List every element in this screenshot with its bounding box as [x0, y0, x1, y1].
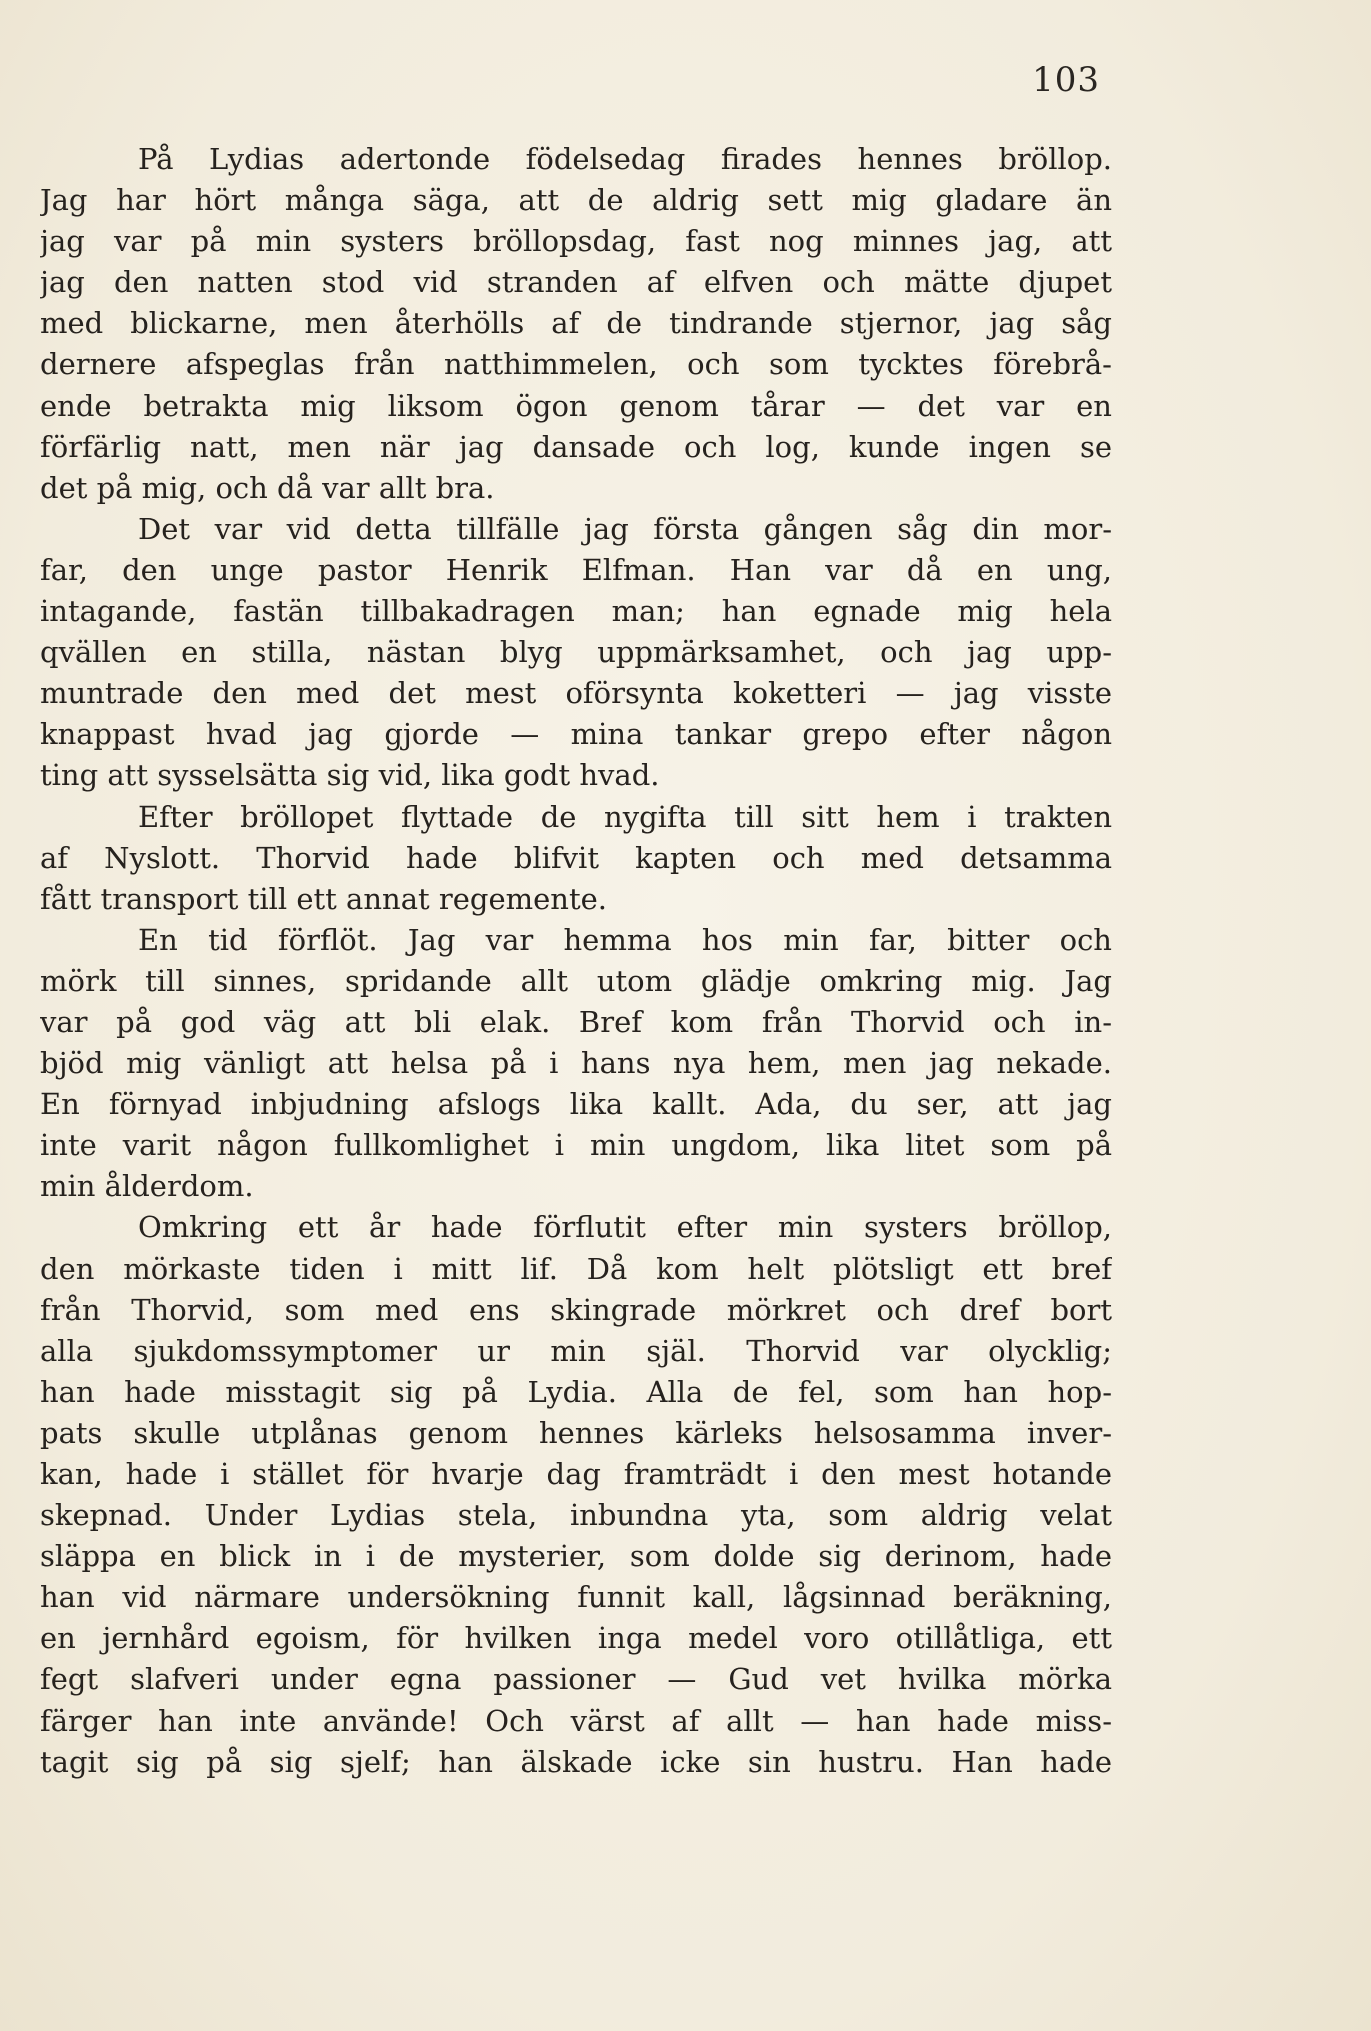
text-line: Omkring ett år hade förflutit efter min systers bröllop, [138, 1210, 1112, 1245]
text-line: inte varit någon fullkomlighet i min ungdom, lika litet som på [40, 1128, 1112, 1163]
text-line: mörk till sinnes, spridande allt utom glädje omkring mig. Jag [40, 963, 1112, 998]
text-line: intagande, fastän tillbakadragen man; han egnade mig hela [40, 594, 1112, 629]
text-line: af Nyslott. Thorvid hade blifvit kapten och med detsamma [40, 840, 1112, 875]
text-line: En tid förflöt. Jag var hemma hos min far, bitter och [138, 922, 1112, 957]
text-line: från Thorvid, som med ens skingrade mörkret och dref bort [40, 1292, 1112, 1327]
text-line: fått transport till ett annat regemente. [40, 881, 607, 916]
text-line: han vid närmare undersökning funnit kall, lågsinnad beräkning, [40, 1580, 1112, 1615]
text-line: ting att sysselsätta sig vid, lika godt hvad. [40, 758, 660, 793]
text-line: min ålderdom. [40, 1169, 254, 1204]
text-line: På Lydias adertonde födelsedag firades hennes bröllop. [138, 142, 1112, 176]
text-line: knappast hvad jag gjorde — mina tankar grepo efter någon [40, 717, 1112, 752]
text-line: den mörkaste tiden i mitt lif. Då kom helt plötsligt ett bref [40, 1251, 1112, 1286]
text-line: dernere afspeglas från natthimmelen, och som tycktes förebrå- [40, 347, 1112, 382]
body-text [40, 139, 1112, 1783]
text-line: alla sjukdomssymptomer ur min själ. Thorvid var olycklig; [40, 1333, 1112, 1368]
text-line: förfärlig natt, men när jag dansade och log, kunde ingen se [40, 429, 1112, 464]
text-line: en jernhård egoism, för hvilken inga medel voro otillåtliga, ett [40, 1621, 1112, 1656]
text-line: Efter bröllopet flyttade de nygifta till sitt hem i trakten [138, 799, 1112, 834]
text-line: han hade misstagit sig på Lydia. Alla de fel, som han hop- [40, 1374, 1112, 1409]
text-line: det på mig, och då var allt bra. [40, 470, 495, 505]
text-line: färger han inte använde! Och värst af allt — han hade miss- [40, 1703, 1112, 1738]
text-line: bjöd mig vänligt att helsa på i hans nya hem, men jag nekade. [40, 1046, 1112, 1081]
text-line: jag den natten stod vid stranden af elfven och mätte djupet [40, 265, 1112, 300]
text-line: En förnyad inbjudning afslogs lika kallt. Ada, du ser, att jag [40, 1087, 1112, 1122]
text-line: fegt slafveri under egna passioner — Gud vet hvilka mörka [40, 1662, 1112, 1697]
text-line: jag var på min systers bröllopsdag, fast nog minnes jag, att [40, 224, 1112, 259]
text-line: skepnad. Under Lydias stela, inbundna yta, som aldrig velat [40, 1498, 1112, 1533]
text-line: tagit sig på sig sjelf; han älskade icke sin hustru. Han hade [40, 1744, 1112, 1779]
text-line: Jag har hört många säga, att de aldrig sett mig gladare än [40, 183, 1112, 218]
page-number: 103 [1032, 60, 1100, 100]
text-line: var på god väg att bli elak. Bref kom från Thorvid och in- [40, 1004, 1112, 1039]
text-line: kan, hade i stället för hvarje dag framträdt i den mest hotande [40, 1457, 1112, 1491]
text-line: Det var vid detta tillfälle jag första gången såg din mor- [138, 511, 1112, 546]
text-line: med blickarne, men återhölls af de tindrande stjernor, jag såg [40, 306, 1112, 341]
text-line: släppa en blick in i de mysterier, som dolde sig derinom, hade [40, 1539, 1112, 1574]
text-line: ende betrakta mig liksom ögon genom tårar — det var en [40, 388, 1112, 423]
text-line: far, den unge pastor Henrik Elfman. Han var då en ung, [40, 552, 1112, 587]
text-line: pats skulle utplånas genom hennes kärleks helsosamma inver- [40, 1415, 1112, 1450]
text-line: muntrade den med det mest oförsynta koketteri — jag visste [40, 676, 1112, 711]
text-line: qvällen en stilla, nästan blyg uppmärksamhet, och jag upp- [40, 635, 1112, 670]
